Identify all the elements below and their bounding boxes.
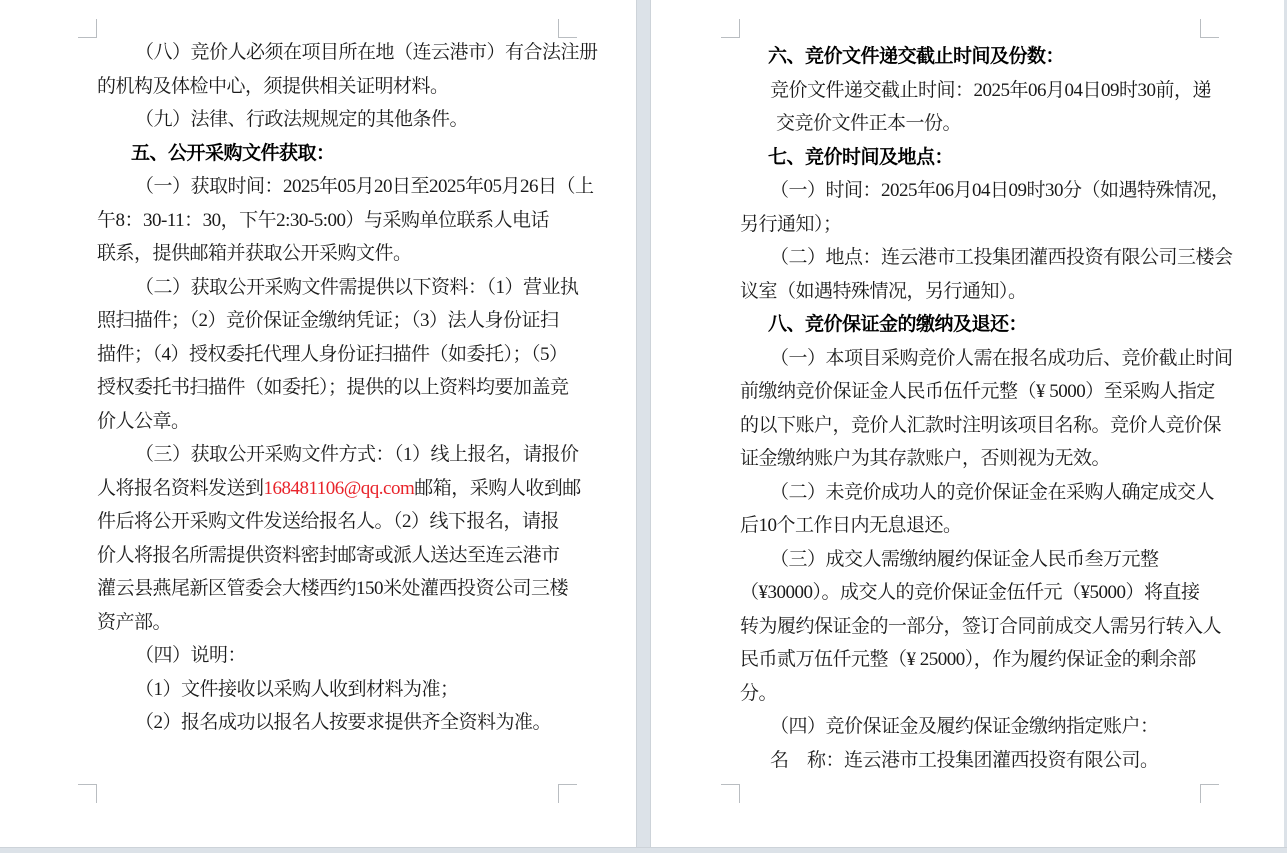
text-line [740, 509, 1203, 543]
heading-line [740, 308, 1203, 342]
text-line [740, 710, 1203, 744]
email-link[interactable]: 168481106@qq.com [263, 477, 415, 499]
text-run: （一）获取时间：2025年05月20日至2025年05月26日（上 [135, 176, 594, 197]
text-run: （九）法律、行政法规规定的其他条件。 [135, 109, 469, 130]
text-run: 证金缴纳账户为其存款账户，否则视为无效。 [740, 448, 1111, 469]
text-run: （一）本项目采购竞价人需在报名成功后、竞价截止时间 [770, 347, 1233, 369]
text-run: 名 称：连云港市工投集团灌西投资有限公司。 [770, 749, 1159, 771]
crop-mark-top-right [1200, 19, 1219, 38]
text-line [97, 70, 560, 104]
text-line [97, 606, 560, 640]
text-line [740, 275, 1203, 309]
text-run: 前缴纳竞价保证金人民币伍仟元整（¥ 5000）至采购人指定 [740, 381, 1215, 402]
page-1-text [97, 36, 598, 740]
text-line [740, 208, 1203, 242]
text-line [97, 539, 560, 573]
text-line [740, 409, 1222, 443]
text-run: 描件；（4）授权委托代理人身份证扫描件（如委托）；（5） [97, 343, 568, 365]
text-run: 授权委托书扫描件（如委托）；提供的以上资料均要加盖竞 [97, 377, 569, 398]
crop-mark-bottom-left [78, 784, 97, 803]
text-line [97, 639, 560, 673]
text-line [740, 241, 1233, 275]
text-run: 价人将报名所需提供资料密封邮寄或派人送达至连云港市 [97, 544, 560, 566]
text-run: 七、竞价时间及地点： [768, 146, 954, 168]
text-run: 联系，提供邮箱并获取公开采购文件。 [97, 243, 412, 264]
text-line [740, 476, 1215, 510]
text-line [97, 572, 569, 606]
text-line [97, 204, 560, 238]
crop-mark-top-left [78, 19, 97, 38]
text-line [740, 375, 1215, 409]
text-line [740, 74, 1212, 108]
text-run: 后10个工作日内无息退还。 [740, 515, 962, 536]
text-run: （四）竞价保证金及履约保证金缴纳指定账户： [770, 716, 1159, 737]
text-run: 午8：30-11：30，下午2:30-5:00）与采购单位联系人电话 [97, 209, 550, 231]
text-line [740, 342, 1233, 376]
text-line [97, 371, 569, 405]
page-1 [0, 0, 636, 847]
text-run: 价人公章。 [97, 410, 190, 432]
text-run: 资产部。 [97, 611, 172, 633]
text-run: 六、竞价文件递交截止时间及份数： [768, 46, 1065, 67]
text-line [97, 505, 560, 539]
page-gap-divider [636, 0, 651, 847]
text-run: （二）地点：连云港市工投集团灌西投资有限公司三楼会 [770, 247, 1233, 268]
text-line [97, 237, 560, 271]
text-run: 分。 [740, 682, 778, 704]
text-run: （二）未竞价成功人的竞价保证金在采购人确定成交人 [770, 481, 1215, 503]
crop-mark-top-left [721, 19, 740, 38]
text-line [97, 271, 579, 305]
text-run: （八）竞价人必须在项目所在地（连云港市）有合法注册 [135, 42, 598, 63]
text-run: （二）获取公开采购文件需提供以下资料：（1）营业执 [135, 276, 579, 298]
text-line [97, 36, 598, 70]
text-line [740, 677, 1203, 711]
text-run: 八、竞价保证金的缴纳及退还： [768, 314, 1028, 335]
text-line [97, 338, 568, 372]
text-run: 民币贰万伍仟元整（¥ 25000），作为履约保证金的剩余部 [740, 649, 1196, 670]
text-run: 照扫描件；（2）竞价保证金缴纳凭证；（3）法人身份证扫 [97, 310, 559, 331]
text-line [740, 744, 1203, 778]
text-run: 邮箱，采购人收到邮 [414, 477, 581, 499]
heading-line [97, 137, 560, 171]
page-2-text [740, 40, 1233, 777]
text-line [740, 174, 1230, 208]
text-line [740, 610, 1222, 644]
text-run: 交竞价文件正本一份。 [776, 113, 962, 134]
text-run: （三）成交人需缴纳履约保证金人民币叁万元整 [770, 548, 1159, 570]
text-line [740, 442, 1203, 476]
crop-mark-bottom-right [1200, 784, 1219, 803]
text-run: 人将报名资料发送到 [97, 477, 264, 499]
text-run: （三）获取公开采购文件方式：（1）线上报名，请报价 [135, 444, 579, 465]
text-line [97, 405, 560, 439]
text-run: 转为履约保证金的一部分，签订合同前成交人需另行转入人 [740, 615, 1222, 637]
heading-line [740, 141, 1203, 175]
text-line [740, 643, 1203, 677]
text-run: 五、公开采购文件获取： [131, 142, 335, 164]
crop-mark-bottom-left [721, 784, 740, 803]
heading-line [740, 40, 1203, 74]
text-line [740, 576, 1203, 610]
text-run: （2）报名成功以报名人按要求提供齐全资料为准。 [135, 712, 552, 733]
text-line [97, 438, 579, 472]
page-bottom-gap [0, 847, 1287, 853]
text-line [740, 543, 1203, 577]
text-run: 竞价文件递交截止时间：2025年06月04日09时30前，递 [770, 79, 1212, 101]
text-line [97, 673, 560, 707]
text-line [97, 103, 560, 137]
text-run: 件后将公开采购文件发送给报名人。（2）线下报名，请报 [97, 511, 560, 532]
text-run: 灌云县燕尾新区管委会大楼西约150米处灌西投资公司三楼 [97, 578, 569, 599]
text-run: （一）时间：2025年06月04日09时30分（如遇特殊情况， [770, 180, 1230, 201]
text-line [740, 107, 1203, 141]
text-run: （四）说明： [135, 645, 247, 666]
text-run: 的以下账户，竞价人汇款时注明该项目名称。竞价人竞价保 [740, 414, 1222, 436]
text-line [97, 170, 594, 204]
text-line [97, 472, 581, 506]
text-run: 议室（如遇特殊情况，另行通知）。 [740, 280, 1027, 302]
text-run: （¥30000）。成交人的竞价保证金伍仟元（¥5000）将直接 [740, 582, 1200, 603]
text-run: 的机构及体检中心，须提供相关证明材料。 [97, 75, 449, 97]
crop-mark-bottom-right [558, 784, 577, 803]
page-2 [651, 0, 1284, 847]
text-run: （1）文件接收以采购人收到材料为准； [135, 678, 459, 700]
text-run: 另行通知）； [740, 213, 842, 235]
text-line [97, 706, 560, 740]
text-line [97, 304, 560, 338]
